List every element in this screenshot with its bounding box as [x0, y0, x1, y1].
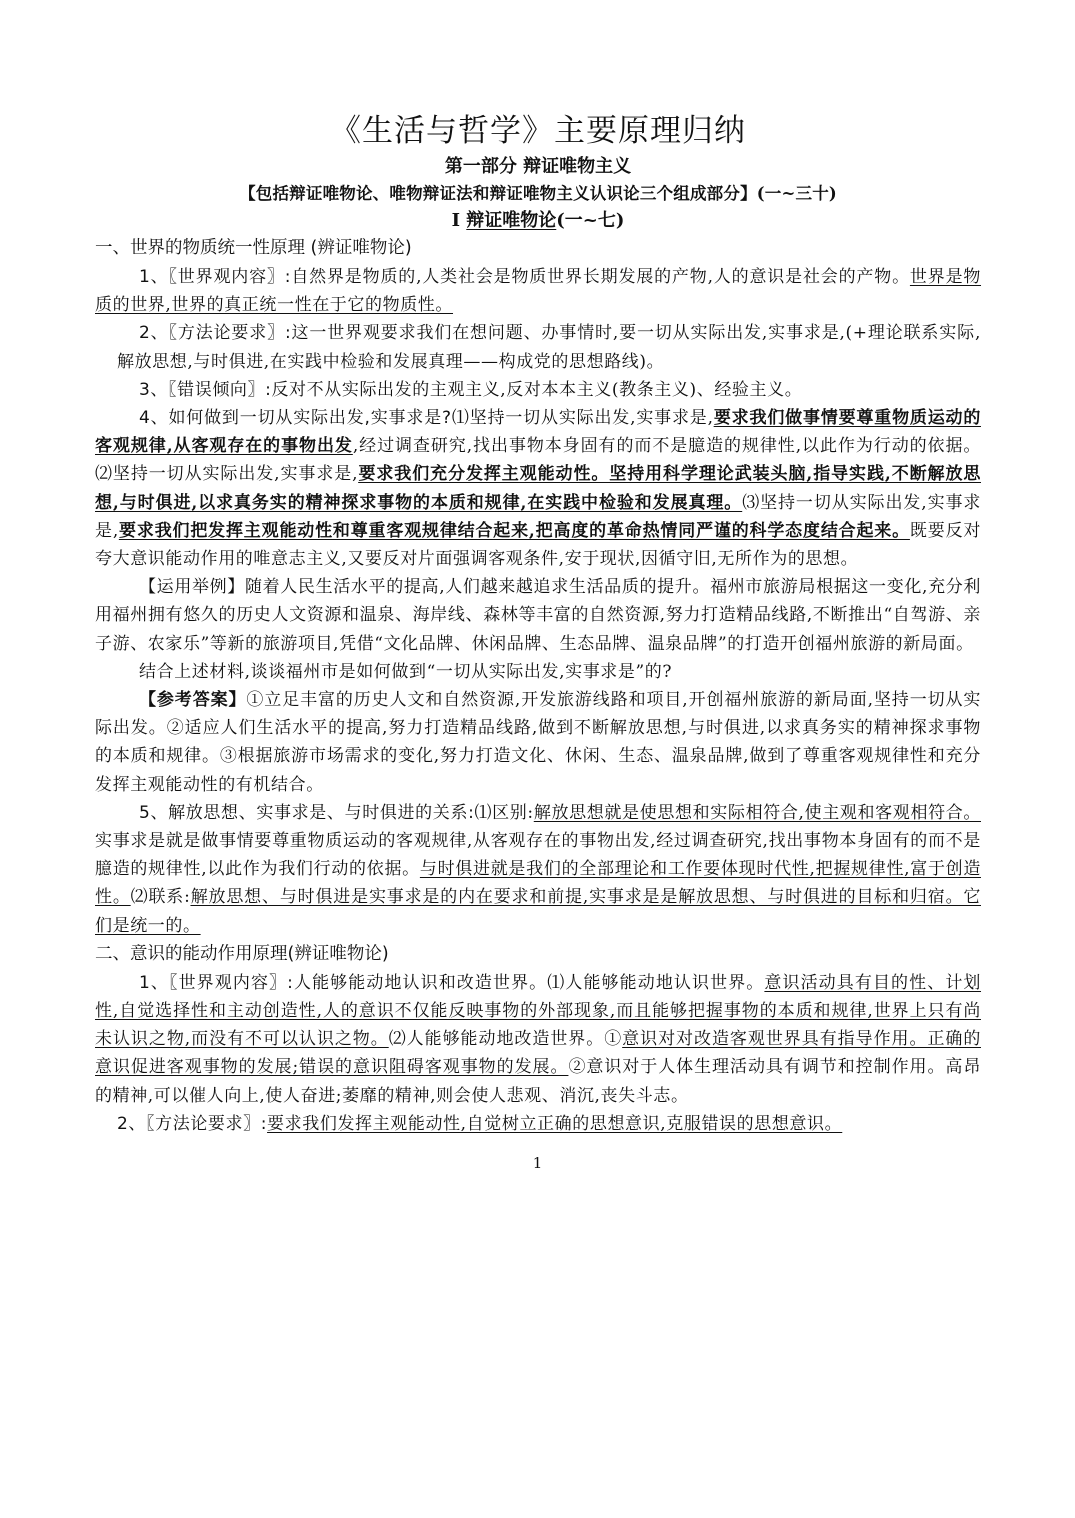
label: 1、〖世界观内容〗: [139, 267, 292, 287]
section-name: 辩证唯物论 [466, 210, 557, 231]
underlined-text: 解放思想、与时俱进是实事求是的内在要求和前提,实事求是是解放思想、与时俱进的目标和归宿。它们是统一的。 [95, 887, 981, 936]
label: 2、〖方法论要求〗: [117, 1113, 268, 1134]
paragraph-1-5 [95, 799, 981, 940]
label: 3、〖错误倾向〗: [139, 379, 272, 400]
paragraph-1-1 [95, 263, 981, 319]
section-heading [95, 208, 981, 234]
underlined-text: 意识对对改造客观世界具有指导作用。正确的意识促进客观事物的发展;错误的意识阻碍客观事物的发展。 [95, 1029, 981, 1078]
text: 这一世界观要求我们在想问题、办事情时,要一切从实际出发,实事求是,(+理论联系实际,解放思想,与时俱进,在实践中检验和发展真理——构成党的思想路线)。 [117, 323, 981, 372]
part-heading: 第一部分 辩证唯物主义 [444, 156, 632, 177]
text: ②意识对于人体生理活动具有调节和控制作用。高昂的精神,可以催人向上,使人奋进;萎靡的精神,则会使人悲观、消沉,丧失斗志。 [95, 1057, 981, 1106]
underlined-text: 世界是物质的世界,世界的真正统一性在于它的物质性。 [95, 267, 982, 316]
heading-1: 一、世界的物质统一性原理 (辨证唯物论) [95, 238, 412, 258]
example-paragraph [95, 573, 981, 658]
text: 人能够能动地认识和改造世界。⑴人能够能动地认识世界。 [293, 972, 765, 993]
text: ⑶坚持一切从实际出发,实事求是, [95, 492, 981, 541]
answer-paragraph [95, 686, 981, 799]
text: ⑵人能够能动地改造世界。① [388, 1029, 623, 1050]
label: 【运用举例】 [139, 577, 245, 598]
paragraph-1-4 [95, 404, 981, 573]
label: 2、〖方法论要求〗: [139, 323, 292, 344]
text: ⑴坚持一切从实际出发,实事求是, [451, 408, 714, 429]
underlined-text: 要求我们发挥主观能动性,自觉树立正确的思想意识,克服错误的思想意识。 [267, 1113, 843, 1134]
label: 【参考答案】 [139, 690, 247, 711]
label: 5、解放思想、实事求是、与时俱进的关系: [139, 802, 475, 823]
document-title: 《生活与哲学》主要原理归纳 [330, 113, 746, 149]
emphasis-text: 要求我们做事情要尊重物质运动的客观规律,从客观存在的事物出发 [95, 408, 981, 457]
text: 实事求是就是做事情要尊重物质运动的客观规律,从客观存在的事物出发,经过调查研究,找出事物本身固有的而不是臆造的规律性,以此作为我们行动的依据。 [95, 831, 981, 880]
label: 1、〖世界观内容〗: [139, 972, 294, 993]
label: 4、如何做到一切从实际出发,实事求是? [139, 408, 452, 429]
section-numeral: Ⅰ [451, 210, 460, 231]
underlined-text: 与时俱进就是我们的全部理论和工作要体现时代性,把握规律性,富于创造性。 [95, 859, 981, 908]
paragraph-2-1 [95, 969, 981, 1110]
text: 既要反对夸大意识能动作用的唯意志主义,又要反对片面强调客观条件,安于现状,因循守旧,无所作为的思想。 [95, 520, 981, 570]
document-page [95, 108, 982, 1173]
paragraph-1-2 [95, 319, 981, 375]
question: 结合上述材料,谈谈福州市是如何做到“一切从实际出发,实事求是”的? [139, 661, 673, 682]
section-range: (一~七) [556, 210, 625, 231]
text: ⑵联系: [130, 887, 191, 908]
paragraph-1-3 [95, 376, 981, 404]
underlined-text: 解放思想就是使思想和实际相符合,使主观和客观相符合。 [533, 802, 981, 823]
paragraph-2-2 [95, 1110, 981, 1138]
text: ,经过调查研究,找出事物本身固有的而不是臆造的规律性,以此作为行动的依据。⑵坚持一切从实际出发,实事求是, [95, 436, 981, 485]
underlined-text: 意识活动具有目的性、计划性,自觉选择性和主动创造性,人的意识不仅能反映事物的外部现象,而且能够把握事物的本质和规律,世界上只有尚未认识之物,而没有不可以认识之物。 [95, 972, 982, 1050]
text: ①立足丰富的历史人文和自然资源,开发旅游线路和项目,开创福州旅游的新局面,坚持一切从实际出发。②适应人们生活水平的提高,努力打造精品线路,做到不断解放思想,与时俱进,以求真务实的精神探求事物的本质和规律。③根据旅游市场需求的变化,努力打造文化、休闲、生态、温泉品牌,做到了尊重客观规律性和充分发挥主观能动性的有机结合。 [95, 690, 982, 795]
text: 反对不从实际出发的主观主义,反对本本主义(教条主义)、经验主义。 [271, 379, 803, 400]
emphasis-text: 要求我们把发挥主观能动性和尊重客观规律结合起来,把高度的革命热情同严谨的科学态度结合起来。 [118, 520, 910, 541]
emphasis-text: 要求我们充分发挥主观能动性。坚持用科学理论武装头脑,指导实践,不断解放思想,与时俱进,以求真务实的精神探求事物的本质和规律,在实践中检验和发展真理。 [95, 464, 981, 513]
text: 随着人民生活水平的提高,人们越来越追求生活品质的提升。福州市旅游局根据这一变化,充分利用福州拥有悠久的历史人文资源和温泉、海岸线、森林等丰富的自然资源,努力打造精品线路,不断推出“自驾游、亲子游、农家乐”等新的旅游项目,凭借“文化品牌、休闲品牌、生态品牌、温泉品牌”的打造开创福州旅游的新局面。 [95, 577, 981, 654]
page-number: 1 [532, 1154, 543, 1173]
subheading: 【包括辩证唯物论、唯物辩证法和辩证唯物主义认识论三个组成部分】(一~三十) [239, 184, 837, 203]
text: 自然界是物质的,人类社会是物质世界长期发展的产物,人的意识是社会的产物。 [291, 267, 910, 287]
text: ⑴区别: [474, 802, 534, 823]
heading-2: 二、意识的能动作用原理(辨证唯物论) [95, 943, 389, 964]
